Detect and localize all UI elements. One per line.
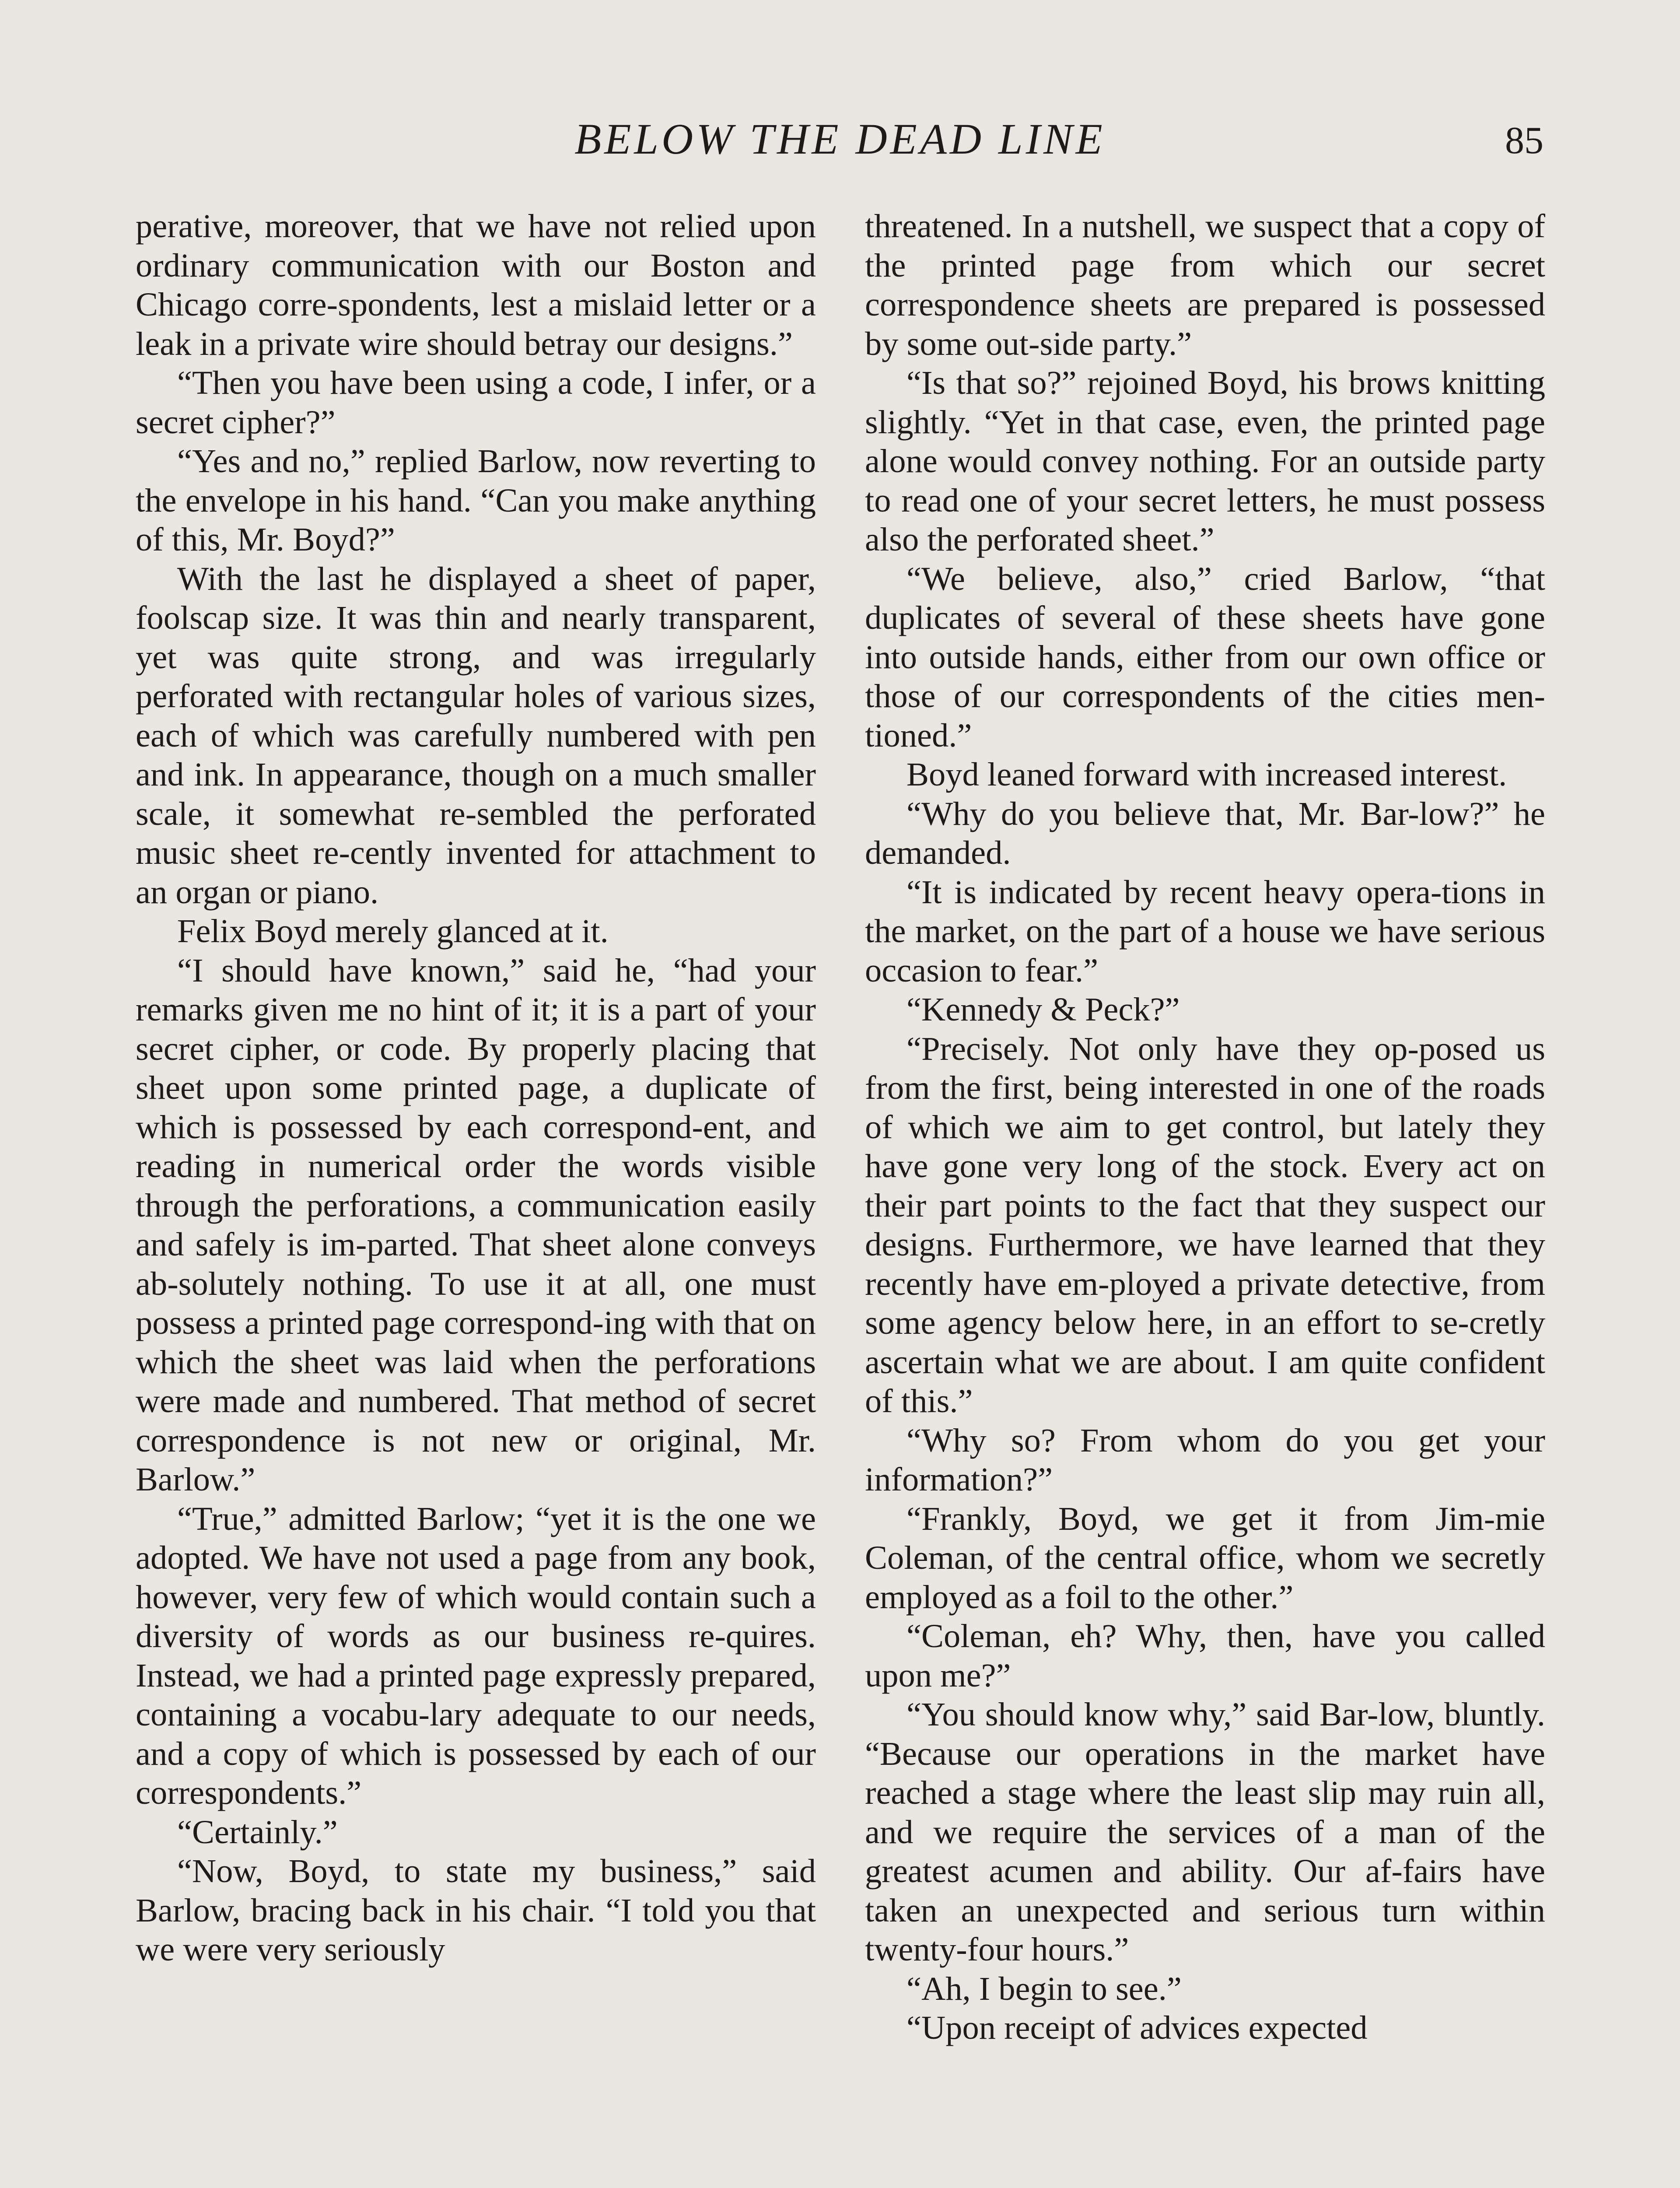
paragraph: threatened. In a nutshell, we suspect that a copy of the printed page from which our secret correspondence sheets are prepared is possessed by some out-side party.” <box>865 207 1545 362</box>
page-number: 85 <box>1505 119 1544 162</box>
right-column <box>865 207 1545 2048</box>
paragraph: “Upon receipt of advices expected <box>906 2009 1368 2046</box>
paragraph: With the last he displayed a sheet of paper, foolscap size. It was thin and nearly transparent, yet was quite strong, and was irregularly perforated with rectangular holes of various sizes, each of which was carefully numbered with pen and ink. In appearance, though on a much smaller scale, it somewhat re-sembled the perforated music sheet re-cently invented for attachment to an organ or piano. <box>136 560 816 911</box>
running-title: BELOW THE DEAD LINE <box>574 115 1106 163</box>
paragraph: “We believe, also,” cried Barlow, “that duplicates of several of these sheets have gone into outside hands, either from our own office or those of our correspondents of the cities men-tioned.” <box>865 560 1545 754</box>
paragraph: “Precisely. Not only have they op-posed us from the first, being interested in one of the roads of which we aim to get control, but lately they have gone very long of the stock. Every act on their part points to the fact that they suspect our designs. Furthermore, we have learned that they recently have em-ployed a private detective, from some agency below here, in an effort to se-cretly ascertain what we are about. I am quite confident of this.” <box>865 1030 1545 1420</box>
paragraph: “True,” admitted Barlow; “yet it is the one we adopted. We have not used a page from any book, however, very few of which would contain such a diversity of words as our business re-quires. Instead, we had a printed page expressly prepared, containing a vocabu-lary adequate to our needs, and a copy of which is possessed by each of our correspondents.” <box>136 1500 816 1811</box>
paragraph: “Kennedy & Peck?” <box>906 991 1180 1028</box>
paragraph: perative, moreover, that we have not relied upon ordinary communication with our Boston and Chicago corre-spondents, lest a mislaid letter or a leak in a private wire should betray our designs.” <box>136 207 816 362</box>
paragraph: “Why do you believe that, Mr. Bar-low?” he demanded. <box>865 795 1545 871</box>
paragraph: “Why so? From whom do you get your information?” <box>865 1421 1545 1498</box>
paragraph: Felix Boyd merely glanced at it. <box>177 912 609 950</box>
paragraph: “Then you have been using a code, I infer, or a secret cipher?” <box>136 364 816 441</box>
paragraph: “I should have known,” said he, “had your remarks given me no hint of it; it is a part of your secret cipher, or code. By properly placing that sheet upon some printed page, a duplicate of which is possessed by each correspond-ent, and reading in numerical order the words visible through the perforations, a communication easily and safely is im-parted. That sheet alone conveys ab-solutely nothing. To use it at all, one must possess a printed page correspond-ing with that on which the sheet was laid when the perforations were made and numbered. That method of secret correspondence is not new or original, Mr. Barlow.” <box>136 951 816 1498</box>
paragraph: “Now, Boyd, to state my business,” said Barlow, bracing back in his chair. “I told you that we were very seriously <box>136 1852 816 1968</box>
paragraph: “Frankly, Boyd, we get it from Jim-mie Coleman, of the central office, whom we secretly employed as a foil to the other.” <box>865 1500 1545 1616</box>
left-column <box>136 207 816 1969</box>
paragraph: “You should know why,” said Bar-low, bluntly. “Because our operations in the market have reached a stage where the least slip may ruin all, and we require the services of a man of the greatest acumen and ability. Our af-fairs have taken an unexpected and serious turn within twenty-four hours.” <box>865 1696 1545 1968</box>
paragraph: “Is that so?” rejoined Boyd, his brows knitting slightly. “Yet in that case, even, the printed page alone would convey nothing. For an outside party to read one of your secret letters, he must possess also the perforated sheet.” <box>865 364 1545 558</box>
paragraph: Boyd leaned forward with increased interest. <box>906 756 1507 793</box>
paragraph: “Certainly.” <box>177 1813 338 1851</box>
paragraph: “Coleman, eh? Why, then, have you called upon me?” <box>865 1617 1545 1694</box>
paragraph: “It is indicated by recent heavy opera-tions in the market, on the part of a house we have serious occasion to fear.” <box>865 873 1545 989</box>
paragraph: “Yes and no,” replied Barlow, now reverting to the envelope in his hand. “Can you make anything of this, Mr. Boyd?” <box>136 442 816 558</box>
paragraph: “Ah, I begin to see.” <box>906 1970 1182 2007</box>
